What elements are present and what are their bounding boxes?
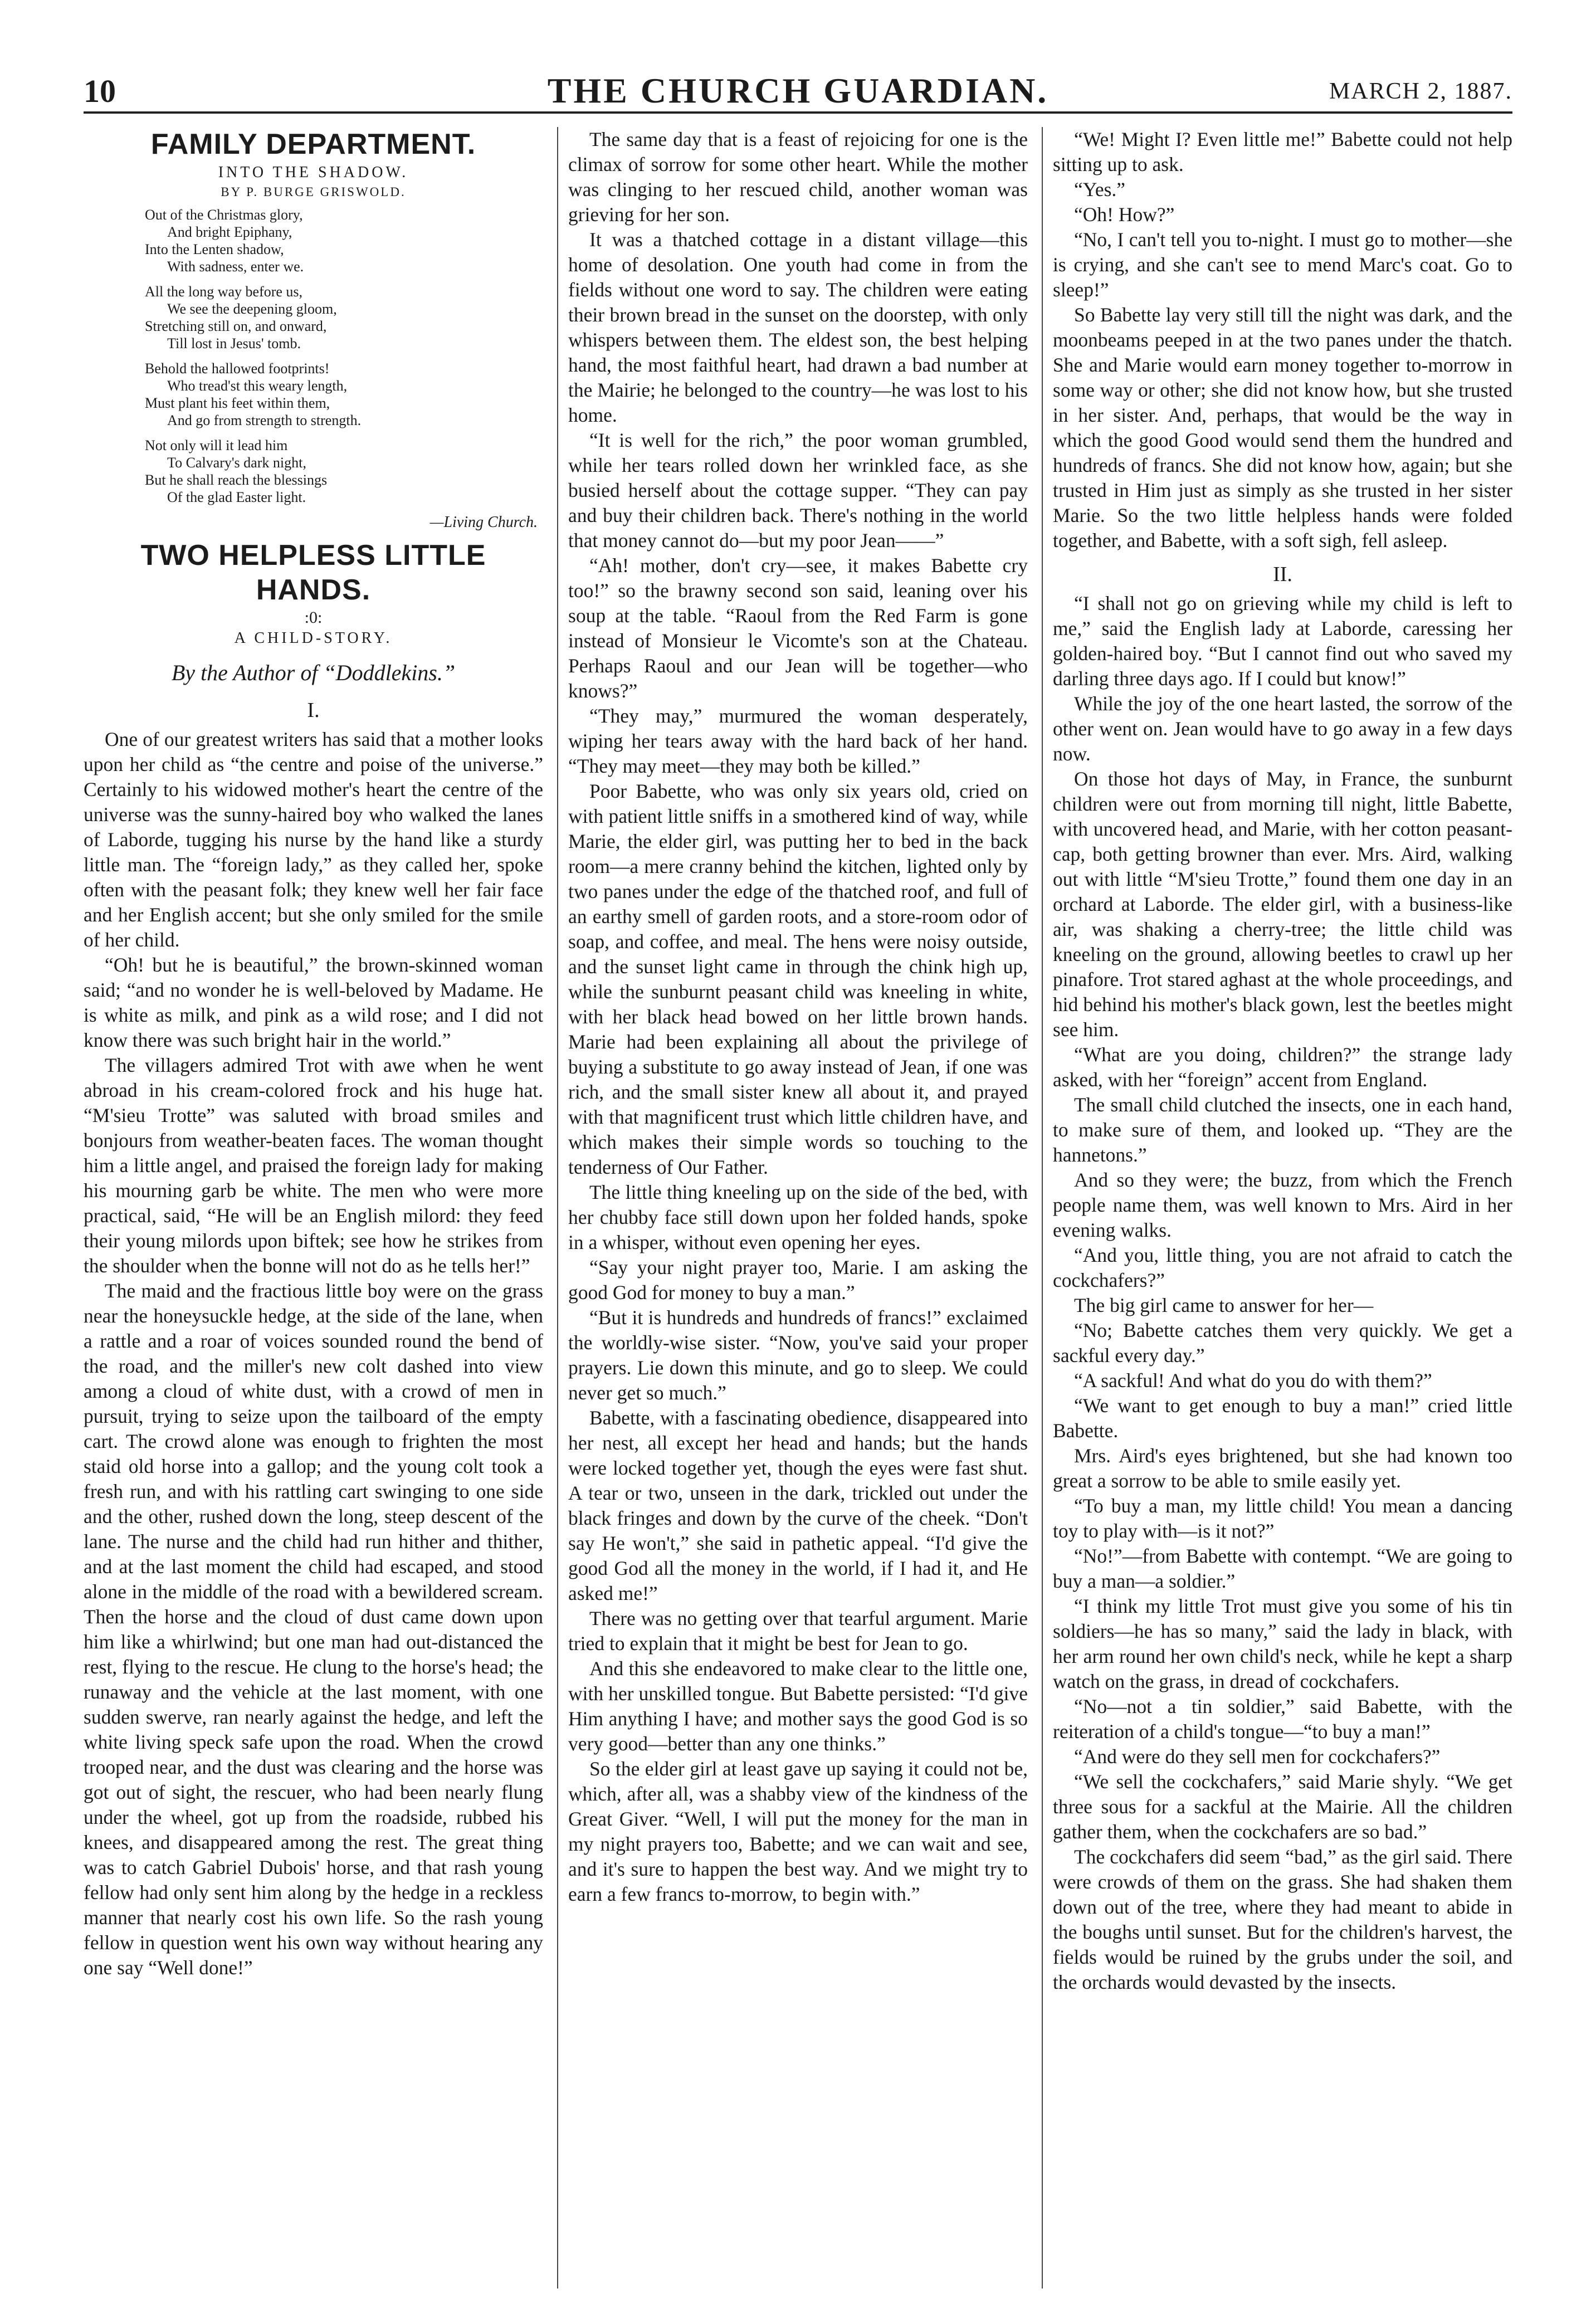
story-subtitle: A CHILD-STORY. [234, 630, 393, 647]
poem-line: Stretching still on, and onward, [145, 318, 327, 334]
paragraph: The same day that is a feast of rejoicing for one is the climax of sorrow for some other heart. While the mother was clinging to her rescued child, another woman was grieving for her son. [568, 128, 1028, 226]
paragraph: The small child clutched the insects, one in each hand, to make sure of them, and looked up. “They are the hannetons.” [1053, 1094, 1512, 1166]
poem-line: Who tread'st this weary length, [167, 378, 348, 394]
poem-line: And bright Epiphany, [167, 224, 292, 240]
page-number: 10 [84, 73, 116, 109]
paragraph: “I shall not go on grieving while my child is left to me,” said the English lady at Laborde, caressing her golden-haired boy. “But I cannot find out who saved my darling three days ago. If I could but know!” [1053, 592, 1512, 690]
paragraph: “But it is hundreds and hundreds of francs!” exclaimed the worldly-wise sister. “Now, you've said your proper prayers. Lie down this minute, and go to sleep. We could never get so much.” [568, 1306, 1028, 1404]
poem-line: With sadness, enter we. [167, 258, 304, 275]
paragraph: “They may,” murmured the woman desperately, wiping her tears away with the hard back of her hand. “They may meet—they may both be killed.” [568, 705, 1028, 777]
paragraph: And this she endeavored to make clear to the little one, with her unskilled tongue. But Babette persisted: “I'd give Him anything I have; and mother says the good God is so very good—better than any one thinks.” [568, 1657, 1028, 1755]
story-author: By the Author of “Doddlekins.” [171, 660, 456, 685]
part-number: I. [307, 699, 320, 722]
paragraph: “Yes.” [1074, 178, 1126, 201]
poem-stanza [145, 206, 543, 275]
paragraph: “We sell the cockchafers,” said Marie shyly. “We get three sous for a sackful at the Mairie. All the children gather them, when the cockchafers are so bad.” [1053, 1770, 1512, 1843]
paragraph: “No, I can't tell you to-night. I must go to mother—she is crying, and she can't see to mend Marc's coat. Go to sleep!” [1053, 228, 1512, 301]
poem-line: Must plant his feet within them, [145, 395, 330, 411]
poem-stanza [145, 360, 543, 429]
newspaper-title: THE CHURCH GUARDIAN. [547, 71, 1049, 110]
column-1 [84, 127, 543, 2288]
poem-line: Into the Lenten shadow, [145, 241, 284, 257]
part-number: II. [1273, 563, 1292, 586]
section-heading: FAMILY DEPARTMENT. [150, 128, 476, 160]
poem-line: We see the deepening gloom, [167, 301, 337, 317]
poem-line: To Calvary's dark night, [167, 455, 306, 471]
article-columns [84, 127, 1512, 2288]
paragraph: “We! Might I? Even little me!” Babette could not help sitting up to ask. [1053, 128, 1512, 175]
paragraph: While the joy of the one heart lasted, the sorrow of the other went on. Jean would have to go away in a few days now. [1053, 692, 1512, 765]
story-title: TWO HELPLESS LITTLE HANDS. [140, 539, 486, 606]
poem-line: Till lost in Jesus' tomb. [167, 335, 301, 352]
poem-line: Of the glad Easter light. [167, 489, 306, 505]
masthead [84, 72, 1512, 114]
paragraph: “No—not a tin soldier,” said Babette, with the reiteration of a child's tongue—“to buy a man!” [1053, 1695, 1512, 1743]
poem-line: And go from strength to strength. [167, 412, 362, 428]
poem-title: INTO THE SHADOW. [218, 164, 409, 181]
poem [145, 206, 543, 506]
paragraph: The little thing kneeling up on the side of the bed, with her chubby face still down upon her folded hands, spoke in a whisper, without even opening her eyes. [568, 1181, 1028, 1253]
issue-date: MARCH 2, 1887. [1329, 79, 1512, 104]
paragraph: “What are you doing, children?” the strange lady asked, with her “foreign” accent from England. [1053, 1043, 1512, 1091]
paragraph: “It is well for the rich,” the poor woman grumbled, while her tears rolled down her wrinkled face, as she busied herself about the cottage supper. “They can pay and buy their children back. There's nothing in the world that money cannot do—but my poor Jean——” [568, 429, 1028, 552]
paragraph: “Ah! mother, don't cry—see, it makes Babette cry too!” so the brawny second son said, leaning over his soup at the table. “Raoul from the Red Farm is gone instead of Monsieur le Vicomte's son at the Chateau. Perhaps Raoul and our Jean will be together—who knows?” [568, 554, 1028, 702]
paragraph: The villagers admired Trot with awe when he went abroad in his cream-colored frock and his huge hat. “M'sieu Trotte” was saluted with broad smiles and bonjours from weather-beaten faces. The woman thought him a little angel, and praised the foreign lady for making his mourning garb be white. The men who were more practical, said, “He will be an English milord: they feed their young milords upon biftek; see how he strikes from the shoulder when the bonne will not do as he tells her!” [84, 1054, 543, 1277]
paragraph: Poor Babette, who was only six years old, cried on with patient little sniffs in a smothered kind of way, while Marie, the elder girl, was putting her to bed in the back room—a mere cranny behind the kitchen, lighted only by two panes under the edge of the thatched roof, and full of an earthy smell of garden roots, and a store-room odor of soap, and coffee, and meal. The hens were noisy outside, and the sunset light came in through the chink high up, while the sunburnt peasant child was kneeling in white, with her black head bowed on her little brown hands. Marie had been explaining all about the privilege of buying a substitute to go away instead of Jean, if one was rich, and the small sister knew all about it, and prayed with that magnificent trust which little children have, and which makes their simple words so touching to the tenderness of Our Father. [568, 780, 1028, 1178]
poem-byline: BY P. BURGE GRISWOLD. [221, 185, 406, 199]
paragraph: “No!”—from Babette with contempt. “We are going to buy a man—a soldier.” [1053, 1545, 1512, 1592]
poem-stanza [145, 437, 543, 506]
poem-stanza [145, 283, 543, 352]
poem-credit: —Living Church. [429, 514, 538, 531]
paragraph: “To buy a man, my little child! You mean a dancing toy to play with—is it not?” [1053, 1495, 1512, 1542]
paragraph: So the elder girl at least gave up saying it could not be, which, after all, was a shabby view of the kindness of the Great Giver. “Well, I will put the money for the man in my night prayers too, Babette; and we can wait and see, and it's sure to happen the best way. And we might try to earn a few francs to-morrow, to begin with.” [568, 1758, 1028, 1905]
paragraph: The big girl came to answer for her— [1074, 1294, 1374, 1316]
paragraph: One of our greatest writers has said that a mother looks upon her child as “the centre and poise of the universe.” Certainly to his widowed mother's heart the centre of the universe was the sunny-haired boy who walked the lanes of Laborde, tugging his nurse by the hand like a sturdy little man. The “foreign lady,” as they called her, spoke often with the peasant folk; they knew well her fair face and her English accent; but she only smiled for the smile of her child. [84, 728, 543, 951]
paragraph: “And were do they sell men for cockchafers?” [1074, 1745, 1441, 1768]
poem-line: But he shall reach the blessings [145, 472, 328, 488]
poem-line: Not only will it lead him [145, 437, 288, 453]
separator: :0: [304, 608, 323, 627]
paragraph: It was a thatched cottage in a distant village—this home of desolation. One youth had come in from the fields without one word to say. The children were eating their brown bread in the sunset on the doorstep, with only whispers between them. The eldest son, the best helping hand, the most faithful heart, had drawn a bad number at the Mairie; he belonged to the country—he was lost to his home. [568, 228, 1028, 426]
column-2 [568, 127, 1028, 2288]
poem-line: Out of the Christmas glory, [145, 207, 303, 223]
column-3 [1053, 127, 1512, 2288]
paragraph: Mrs. Aird's eyes brightened, but she had known too great a sorrow to be able to smile easily yet. [1053, 1445, 1512, 1492]
paragraph: “Oh! How?” [1074, 203, 1175, 226]
paragraph: And so they were; the buzz, from which the French people name them, was well known to Mrs. Aird in her evening walks. [1053, 1169, 1512, 1241]
paragraph: “I think my little Trot must give you some of his tin soldiers—he has so many,” said the lady in black, with her arm round her own child's neck, while he kept a sharp watch on the grass, in dread of cockchafers. [1053, 1595, 1512, 1692]
paragraph: “Say your night prayer too, Marie. I am asking the good God for money to buy a man.” [568, 1256, 1028, 1304]
paragraph: “A sackful! And what do you do with them?” [1074, 1369, 1432, 1392]
paragraph: “And you, little thing, you are not afraid to catch the cockchafers?” [1053, 1244, 1512, 1291]
paragraph: Babette, with a fascinating obedience, disappeared into her nest, all except her head and hands; but the hands were locked together yet, though the eyes were fast shut. A tear or two, unseen in the dark, trickled out under the black fringes and down by the curve of the cheek. “Don't say He won't,” she said in pathetic appeal. “I'd give the good God all the money in the world, if I had it, and He asked me!” [568, 1407, 1028, 1604]
paragraph: The maid and the fractious little boy were on the grass near the honeysuckle hedge, at the side of the lane, when a rattle and a roar of voices sounded round the bend of the road, and the miller's new colt dashed into view among a cloud of white dust, with a crowd of men in pursuit, trying to seize upon the tailboard of the empty cart. The crowd alone was enough to frighten the most staid old horse into a gallop; and the young colt took a fresh run, and with his rattling cart swinging to one side and the other, rushed down the long, steep descent of the lane. The nurse and the child had run hither and thither, and at the last moment the child had escaped, and stood alone in the middle of the road with a bewildered scream. Then the horse and the cloud of dust came down upon him like a whirlwind; but one man had out-distanced the rest, flying to the rescue. He clung to the horse's head; the runaway and the vehicle at the last moment, with one sudden swerve, ran nearly against the hedge, and left the white living speck safe upon the road. When the crowd trooped near, and the dust was clearing and the horse was got out of sight, the rescuer, who had been nearly flung under the wheel, got up from the roadside, rubbed his knees, and disappeared among the rest. The great thing was to catch Gabriel Dubois' horse, and that rash young fellow had only sent him along by the hedge in a reckless manner that nearly cost his own life. So the rash young fellow in question went his own way without hearing any one say “Well done!” [84, 1280, 543, 1979]
poem-line: Behold the hallowed footprints! [145, 360, 330, 377]
paragraph: There was no getting over that tearful argument. Marie tried to explain that it might be best for Jean to go. [568, 1607, 1028, 1655]
paragraph: On those hot days of May, in France, the sunburnt children were out from morning till night, little Babette, with uncovered head, and Marie, with her cotton peasant-cap, both getting browner than ever. Mrs. Aird, walking out with little “M'sieu Trotte,” found them one day in an orchard at Laborde. The elder girl, with a business-like air, was shaking a cherry-tree; the little child was kneeling on the ground, allowing beetles to crawl up her pinafore. Trot stared aghast at the whole proceedings, and hid behind his mother's black gown, lest the beetles might see him. [1053, 768, 1512, 1041]
paragraph: So Babette lay very still till the night was dark, and the moonbeams peeped in at the two panes under the thatch. She and Marie would earn money together to-morrow in some way or other; she did not know how, but she trusted in her sister. And, perhaps, that would be the way in which the good Good would send them the hundred and hundreds of francs. She did not know how, again; but she trusted in Him just as simply as she trusted in her sister Marie. So the two little helpless hands were folded together, and Babette, with a soft sigh, fell asleep. [1053, 304, 1512, 552]
paragraph: “We want to get enough to buy a man!” cried little Babette. [1053, 1394, 1512, 1442]
paragraph: The cockchafers did seem “bad,” as the girl said. There were crowds of them on the grass. She had shaken them down out of the tree, where they had meant to abide in the boughs until sunset. But for the children's harvest, the fields would be ruined by the grubs under the soil, and the orchards would devasted by the insects. [1053, 1846, 1512, 1993]
paragraph: “No; Babette catches them very quickly. We get a sackful every day.” [1053, 1319, 1512, 1367]
paragraph: “Oh! but he is beautiful,” the brown-skinned woman said; “and no wonder he is well-beloved by Madame. He is white as milk, and pink as a wild rose; and I did not know there was such bright hair in the world.” [84, 954, 543, 1051]
poem-line: All the long way before us, [145, 284, 303, 300]
